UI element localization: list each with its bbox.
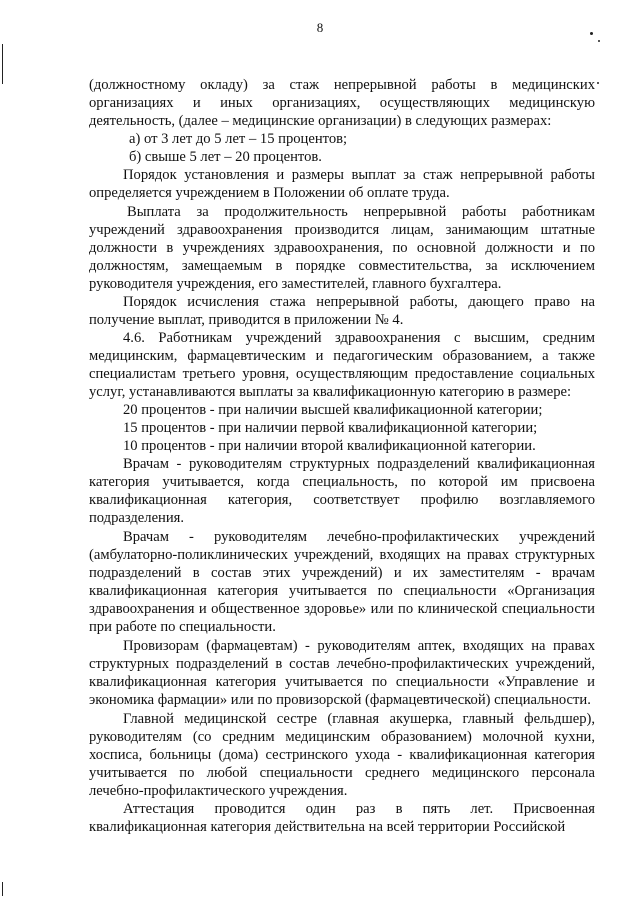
list-item-b: б) свыше 5 лет – 20 процентов.	[129, 149, 322, 165]
scan-dot-top-right-2	[598, 40, 600, 42]
page-number: 8	[316, 20, 324, 35]
paragraph-section-4-6: 4.6. Работникам учреждений здравоохранения с высшим, средним медицинским, фармацевтическим и педагогическим образованием, а также специалистам третьего уровня, осуществляющим предоставление социальных услуг, устанавливаются выплаты за квалификационную категорию в размере:	[89, 330, 595, 400]
scan-dot-right	[597, 82, 599, 84]
list-item-second-category: 10 процентов - при наличии второй квалификационной категории.	[123, 438, 536, 454]
paragraph-pharmacists: Провизорам (фармацевтам) - руководителям аптек, входящих на правах структурных подразделений в состав лечебно-профилактических учреждений, квалификационная категория учитывается по специальности «Управление и экономика фармации» или по провизорской (фармацевтической) специальности.	[89, 638, 595, 708]
paragraph-doctors-heads-units: Врачам - руководителям структурных подразделений квалификационная категория учитывается, когда специальность, по которой им присвоена квалификационная категория, соответствует профилю возглавляемого подразделения.	[89, 456, 595, 526]
paragraph-calculation: Порядок исчисления стажа непрерывной работы, дающего право на получение выплат, приводится в приложении № 4.	[89, 294, 595, 328]
scan-mark-left	[2, 44, 3, 84]
paragraph-doctors-heads-institutions: Врачам - руководителям лечебно-профилактических учреждений (амбулаторно-поликлинических учреждений, входящих на правах структурных подразделений в состав этих учреждений) и их заместителям - врачам квалификационная категория учитывается по специальности «Организация здравоохранения и общественное здоровье» или по клинической специальности при работе по специальности.	[89, 529, 595, 635]
paragraph-procedure: Порядок установления и размеры выплат за стаж непрерывной работы определяется учреждением в Положении об оплате труда.	[89, 167, 595, 201]
paragraph-attestation: Аттестация проводится один раз в пять лет. Присвоенная квалификационная категория действительна на всей территории Российской	[89, 801, 595, 835]
scan-mark-left-bottom	[2, 882, 3, 896]
paragraph-payment: Выплата за продолжительность непрерывной работы работникам учреждений здравоохранения производится лицам, занимающим штатные должности в учреждениях здравоохранения, по основной должности и по должностям, замещаемым в порядке совместительства, за исключением руководителя учреждения, его заместителей, главного бухгалтера.	[89, 204, 595, 292]
scan-dot-top-right	[590, 32, 593, 35]
paragraph-continuation: (должностному окладу) за стаж непрерывной работы в медицинских организациях и иных организациях, осуществляющих медицинскую деятельность, (далее – медицинские организации) в следующих размерах:	[89, 77, 595, 129]
paragraph-head-nurse: Главной медицинской сестре (главная акушерка, главный фельдшер), руководителям (со средним медицинским образованием) молочной кухни, хосписа, больницы (дома) сестринского ухода - квалификационная категория учитывается по любой специальности среднего медицинского персонала лечебно-профилактического учреждения.	[89, 711, 595, 799]
list-item-first-category: 15 процентов - при наличии первой квалификационной категории;	[123, 420, 538, 436]
list-item-higher-category: 20 процентов - при наличии высшей квалификационной категории;	[123, 402, 543, 418]
list-item-a: а) от 3 лет до 5 лет – 15 процентов;	[129, 131, 348, 147]
document-body	[89, 76, 595, 836]
